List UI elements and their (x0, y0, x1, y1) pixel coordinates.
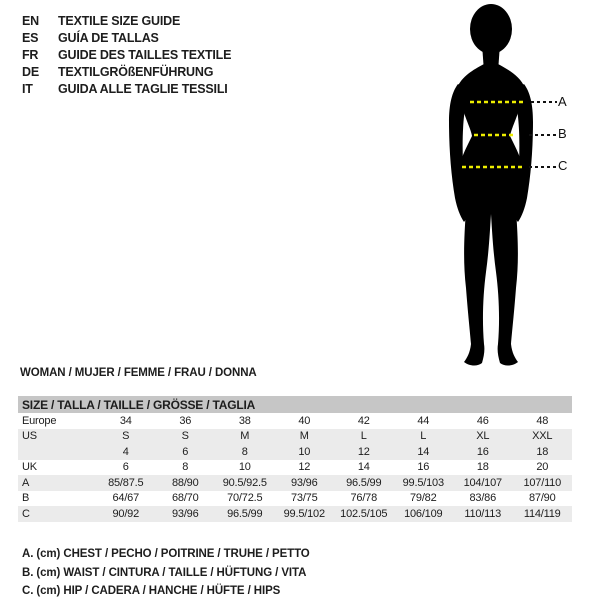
table-row-hip-c (18, 506, 572, 522)
size-value: 14 (357, 461, 370, 474)
size-value: S (181, 430, 189, 443)
size-value: 79/82 (409, 492, 437, 505)
size-value: 42 (357, 414, 370, 427)
size-value: 93/96 (290, 476, 318, 489)
size-value: 102.5/105 (340, 507, 388, 520)
size-value: 6 (122, 461, 129, 474)
size-value: 44 (417, 414, 430, 427)
size-value: 40 (298, 414, 311, 427)
size-value: 16 (417, 461, 430, 474)
row-label: UK (22, 461, 37, 474)
size-value: 12 (298, 461, 311, 474)
size-value: 4 (122, 445, 129, 458)
size-value: 16 (476, 445, 489, 458)
lang-code: DE (22, 65, 39, 79)
lang-line-en (22, 13, 231, 30)
size-value: 96.5/99 (227, 507, 263, 520)
marker-label-c: C (558, 158, 568, 173)
size-value: 10 (298, 445, 311, 458)
lang-line-es (22, 30, 231, 47)
size-value: 90.5/92.5 (222, 476, 267, 489)
size-value: 8 (182, 461, 189, 474)
size-value: 6 (182, 445, 189, 458)
lang-code: EN (22, 14, 39, 28)
lang-title: GUÍA DE TALLAS (58, 31, 159, 45)
marker-label-a: A (558, 94, 567, 109)
size-value: 88/90 (171, 476, 199, 489)
size-value: 10 (238, 461, 251, 474)
lang-line-fr (22, 47, 231, 64)
size-value: 106/109 (404, 507, 443, 520)
section-title-woman: WOMAN / MUJER / FEMME / FRAU / DONNA (20, 367, 257, 379)
size-value: 18 (536, 445, 549, 458)
lang-code: FR (22, 48, 39, 62)
size-value: 93/96 (171, 507, 199, 520)
measure-legend (22, 545, 310, 600)
row-label: US (22, 430, 37, 443)
language-title-list (22, 13, 231, 98)
size-value: 46 (476, 414, 489, 427)
size-value: 34 (119, 414, 132, 427)
size-value: M (299, 430, 309, 443)
table-row-chest-a (18, 475, 572, 491)
size-value: 12 (357, 445, 370, 458)
size-value: 110/113 (464, 507, 502, 520)
lang-line-it (22, 81, 231, 98)
lang-title: TEXTILE SIZE GUIDE (58, 14, 181, 28)
size-value: 87/90 (528, 492, 556, 505)
table-row-us-letter (18, 429, 572, 445)
lang-title: GUIDA ALLE TAGLIE TESSILI (58, 82, 228, 96)
size-value: 85/87.5 (108, 476, 144, 489)
size-value: L (420, 430, 427, 443)
size-value: 76/78 (350, 492, 378, 505)
size-value: 38 (238, 414, 251, 427)
lang-title: TEXTILGRÖßENFÜHRUNG (58, 65, 214, 79)
size-value: XXL (532, 430, 553, 443)
size-value: L (360, 430, 367, 443)
legend-chest: A. (cm) CHEST / PECHO / POITRINE / TRUHE / PETTO (22, 548, 310, 560)
size-value: 64/67 (112, 492, 140, 505)
row-label: B (22, 492, 30, 505)
lang-code: IT (22, 82, 33, 96)
table-row-us-numeric (18, 444, 572, 460)
lang-title: GUIDE DES TAILLES TEXTILE (58, 48, 232, 62)
woman-silhouette-icon (425, 0, 575, 370)
size-value: 48 (536, 414, 549, 427)
legend-hip: C. (cm) HIP / CADERA / HANCHE / HÜFTE / HIPS (22, 585, 281, 597)
row-label: A (22, 476, 30, 489)
marker-label-b: B (558, 126, 567, 141)
size-value: 36 (179, 414, 192, 427)
size-value: 104/107 (463, 476, 502, 489)
size-value: 68/70 (171, 492, 199, 505)
size-value: 70/72.5 (227, 492, 263, 505)
size-table (18, 396, 572, 522)
size-value: 99.5/103 (402, 476, 444, 489)
size-value: 99.5/102 (283, 507, 325, 520)
size-value: 20 (536, 461, 549, 474)
row-label: Europe (22, 414, 57, 427)
measurement-figure (425, 0, 600, 370)
size-value: 73/75 (290, 492, 318, 505)
size-value: 83/86 (469, 492, 497, 505)
legend-waist: B. (cm) WAIST / CINTURA / TAILLE / HÜFTUNG / VITA (22, 566, 307, 579)
size-value: 90/92 (112, 507, 140, 520)
lang-code: ES (22, 31, 39, 45)
size-value: M (240, 430, 250, 443)
table-row-europe (18, 413, 572, 429)
size-value: S (122, 430, 130, 443)
table-row-waist-b (18, 491, 572, 507)
size-value: 107/110 (523, 476, 562, 489)
size-value: 14 (417, 445, 430, 458)
table-header-row (18, 396, 572, 413)
lang-line-de (22, 64, 231, 81)
size-value: 8 (241, 445, 248, 458)
table-header-title: SIZE / TALLA / TAILLE / GRÖSSE / TAGLIA (22, 397, 256, 412)
pointer-lines (529, 102, 557, 167)
size-value: 96.5/99 (346, 476, 382, 489)
size-value: XL (476, 430, 490, 443)
size-value: 114/119 (523, 507, 561, 520)
size-value: 18 (476, 461, 489, 474)
row-label: C (22, 507, 30, 520)
table-row-uk (18, 460, 572, 476)
